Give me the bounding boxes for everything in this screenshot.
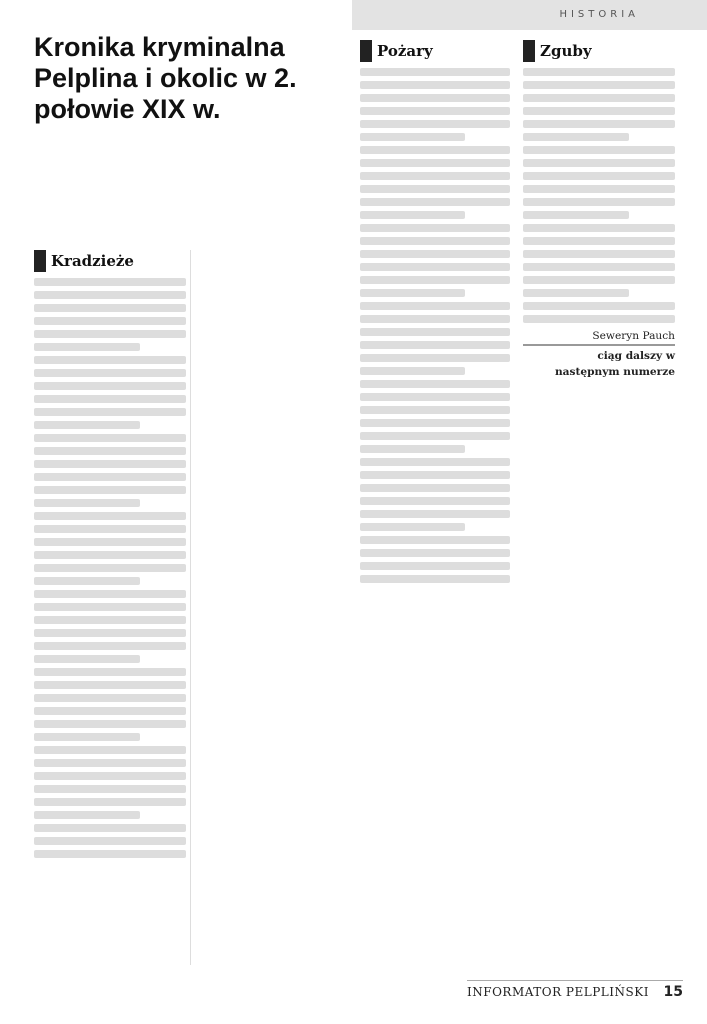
text-placeholder [360,302,510,310]
text-placeholder [523,107,675,115]
column-divider [190,250,191,965]
text-placeholder [360,185,510,193]
text-placeholder [34,499,140,507]
continued-note: ciąg dalszy w następnym numerze [523,344,675,381]
text-placeholder [34,577,140,585]
text-placeholder [360,198,510,206]
text-placeholder [34,681,186,689]
text-placeholder [360,497,510,505]
section-heading-theft [34,250,186,272]
text-placeholder [360,562,510,570]
text-placeholder [360,471,510,479]
text-placeholder [360,94,510,102]
text-placeholder [360,419,510,427]
section-title: Zguby [540,42,592,60]
column-2 [195,250,347,965]
text-placeholder [34,538,186,546]
text-placeholder [34,434,186,442]
text-placeholder [523,120,675,128]
text-placeholder [360,549,510,557]
text-placeholder [34,668,186,676]
text-placeholder [523,133,629,141]
header-bar [352,0,707,30]
lost-body [523,68,675,323]
text-placeholder [523,237,675,245]
text-placeholder [34,460,186,468]
text-placeholder [360,237,510,245]
text-placeholder [34,590,186,598]
text-placeholder [34,304,186,312]
text-placeholder [523,68,675,76]
text-placeholder [360,367,465,375]
text-placeholder [523,289,629,297]
text-placeholder [34,616,186,624]
text-placeholder [34,772,186,780]
text-placeholder [360,107,510,115]
text-placeholder [34,642,186,650]
text-placeholder [34,694,186,702]
column-4 [523,40,675,960]
text-placeholder [360,276,510,284]
text-placeholder [34,356,186,364]
text-placeholder [360,172,510,180]
text-placeholder [523,172,675,180]
text-placeholder [34,395,186,403]
text-placeholder [360,432,510,440]
page-number: 15 [663,984,683,1000]
text-placeholder [34,330,186,338]
text-placeholder [360,354,510,362]
text-placeholder [360,159,510,167]
text-placeholder [34,473,186,481]
text-placeholder [360,328,510,336]
text-placeholder [360,510,510,518]
text-placeholder [523,224,675,232]
theft-body [34,278,186,858]
text-placeholder [34,785,186,793]
text-placeholder [360,458,510,466]
text-placeholder [34,512,186,520]
text-placeholder [360,445,465,453]
text-placeholder [523,302,675,310]
text-placeholder [34,525,186,533]
text-placeholder [523,159,675,167]
text-placeholder [34,629,186,637]
text-placeholder [523,146,675,154]
text-placeholder [360,263,510,271]
fires-body [360,68,510,583]
text-placeholder [34,551,186,559]
magazine-name: INFORMATOR PELPLIŃSKI [467,985,649,999]
author-signature: Seweryn Pauch [592,330,675,342]
text-placeholder [523,198,675,206]
text-placeholder [34,343,140,351]
text-placeholder [34,811,140,819]
text-placeholder [360,406,510,414]
text-placeholder [523,81,675,89]
text-placeholder [34,837,186,845]
column-1 [34,250,186,965]
text-placeholder [360,523,465,531]
text-placeholder [360,380,510,388]
text-placeholder [34,655,140,663]
text-placeholder [360,81,510,89]
heading-marker [34,250,46,272]
column-3 [360,40,510,960]
text-placeholder [34,421,140,429]
text-placeholder [360,393,510,401]
text-placeholder [34,564,186,572]
text-placeholder [34,707,186,715]
text-placeholder [34,759,186,767]
headline: Kronika kryminalna Pelplina i okolic w 2. połowie XIX w. [34,32,297,125]
text-placeholder [34,369,186,377]
text-placeholder [34,317,186,325]
text-placeholder [360,211,465,219]
text-placeholder [34,746,186,754]
text-placeholder [523,315,675,323]
text-placeholder [34,603,186,611]
page-footer [467,980,683,1003]
text-placeholder [34,824,186,832]
text-placeholder [34,850,186,858]
section-tag: HISTORIA [559,9,639,20]
text-placeholder [360,133,465,141]
text-placeholder [34,408,186,416]
text-placeholder [34,733,140,741]
text-placeholder [523,185,675,193]
text-placeholder [360,484,510,492]
text-placeholder [523,211,629,219]
text-placeholder [360,120,510,128]
text-placeholder [360,341,510,349]
section-heading-fires [360,40,510,62]
text-placeholder [360,536,510,544]
text-placeholder [34,720,186,728]
text-placeholder [34,278,186,286]
text-placeholder [360,250,510,258]
text-placeholder [360,575,510,583]
section-title: Kradzieże [51,252,134,270]
text-placeholder [523,94,675,102]
text-placeholder [523,263,675,271]
text-placeholder [360,68,510,76]
section-title: Pożary [377,42,433,60]
text-placeholder [34,486,186,494]
text-placeholder [34,382,186,390]
text-placeholder [360,146,510,154]
text-placeholder [360,315,510,323]
text-placeholder [523,250,675,258]
text-placeholder [360,224,510,232]
section-heading-lost [523,40,675,62]
text-placeholder [34,291,186,299]
text-placeholder [34,798,186,806]
heading-marker [360,40,372,62]
text-placeholder [360,289,465,297]
text-placeholder [34,447,186,455]
text-placeholder [523,276,675,284]
heading-marker [523,40,535,62]
